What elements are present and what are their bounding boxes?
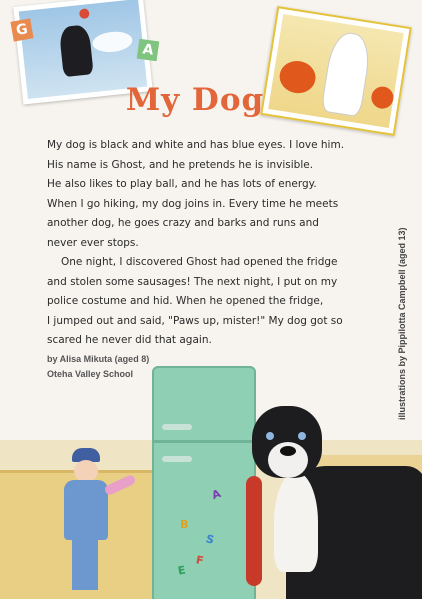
fridge-illustration [152,366,256,599]
dog-nose-shape [280,446,296,456]
story-line: When I go hiking, my dog joins in. Every time he meets [47,197,339,210]
story-line: and stolen some sausages! The next night, I put on my [47,275,338,288]
costume-shape [64,480,108,540]
story-line: His name is Ghost, and he pretends he is invisible. [47,158,314,171]
letter-block-g: G [10,18,33,41]
fridge-magnet: F [194,553,205,568]
fridge-magnet: S [204,532,216,547]
fridge-magnet: A [210,486,223,503]
story-line: One night, I discovered Ghost had opened the fridge [61,256,338,268]
school-name: Oteha Valley School [47,369,134,379]
face-shape [74,460,98,482]
girl-police-costume-illustration [54,448,114,599]
illustration-credit: illustrations by Pippilotta Campbell (aged 13) [397,227,407,420]
story-line: He also likes to play ball, and he has lots of energy. [47,178,317,190]
story-line: I jumped out and said, "Paws up, mister!" My dog got so [47,314,343,327]
black-dog-shape [59,24,94,77]
cloud-shape [91,30,133,54]
story-line: police costume and hid. When he opened the fridge, [47,295,324,307]
dog-eye-shape [298,432,306,440]
story-line: My dog is black and white and has blue eyes. I love him. [47,139,345,151]
fridge-handle [162,456,192,462]
dog-chest-shape [274,472,318,572]
page-title: My Dog [125,82,265,118]
dog-with-sausages-illustration [246,406,422,599]
fridge-handle [162,424,192,430]
story-text [47,136,367,351]
story-line: scared he never did that again. [47,334,212,346]
ball-shape [79,8,90,19]
fridge-magnet: E [176,563,187,578]
byline [47,352,149,382]
story-line: never ever stops. [47,236,139,249]
legs-shape [72,540,98,590]
letter-block-a: A [137,39,160,62]
fridge-door-split [154,440,254,443]
fridge-magnet: B [180,518,189,531]
story-line: another dog, he goes crazy and barks and runs and [47,217,319,229]
author-name: by Alisa Mikuta (aged 8) [47,354,150,364]
dog-eye-shape [266,432,274,440]
sausage-string-shape [246,476,262,586]
